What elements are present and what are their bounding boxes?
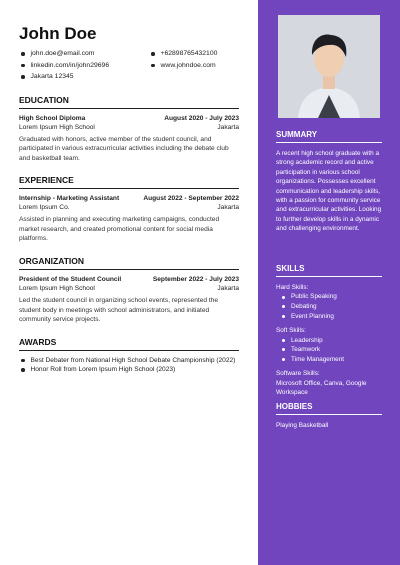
organization-section	[19, 256, 239, 325]
bullet-icon	[21, 359, 25, 363]
experience-header-row	[19, 194, 239, 203]
education-org-row	[19, 123, 239, 132]
bullet-icon	[282, 358, 285, 361]
education-section	[19, 95, 239, 164]
award-item	[19, 365, 239, 375]
organization-title: ORGANIZATION	[19, 256, 239, 270]
bullet-icon	[21, 52, 25, 56]
hobbies-title: HOBBIES	[276, 402, 382, 415]
awards-section	[19, 337, 239, 375]
bullet-icon	[21, 75, 25, 79]
skill-item	[276, 345, 382, 355]
education-title: EDUCATION	[19, 95, 239, 109]
skill-text: Teamwork	[291, 346, 321, 354]
skill-text: Debating	[291, 303, 317, 310]
hard-skills-label: Hard Skills:	[276, 284, 309, 291]
organization-org-row	[19, 284, 239, 293]
experience-dates: August 2022 - September 2022	[143, 195, 239, 203]
software-skills-text: Microsoft Office, Canva, Google Workspace	[276, 379, 367, 397]
award-item	[19, 356, 239, 366]
bullet-icon	[282, 296, 285, 299]
education-role: High School Diploma	[19, 114, 86, 122]
contact-email[interactable]	[19, 49, 149, 59]
skill-text: Event Planning	[291, 312, 334, 320]
experience-role: Internship - Marketing Assistant	[19, 195, 120, 203]
experience-section	[19, 175, 239, 244]
organization-dates: September 2022 - July 2023	[152, 276, 239, 284]
education-header-row	[19, 114, 239, 123]
contact-phone[interactable]	[149, 49, 239, 59]
bullet-icon	[151, 52, 155, 56]
hobbies-text: Playing Basketball	[276, 422, 329, 429]
experience-org: Lorem Ipsum Co.	[19, 204, 70, 212]
skill-text: Time Management	[291, 355, 345, 363]
education-place: Jakarta	[217, 123, 239, 131]
soft-skills-label: Soft Skills:	[276, 327, 306, 335]
education-org: Lorem Ipsum High School	[19, 123, 95, 131]
bullet-icon	[282, 315, 285, 318]
bullet-icon	[282, 339, 285, 342]
hobbies-section	[276, 402, 382, 430]
experience-org-row	[19, 203, 239, 212]
email-text: john.doe@email.com	[30, 50, 95, 57]
skill-text: Public Speaking	[291, 293, 337, 301]
education-dates: August 2020 - July 2023	[164, 114, 239, 122]
summary-title: SUMMARY	[276, 130, 382, 143]
skills-section	[276, 264, 382, 398]
profile-photo	[278, 15, 380, 118]
contact-linkedin[interactable]	[19, 61, 149, 71]
organization-place: Jakarta	[217, 285, 239, 293]
skill-item	[276, 312, 382, 322]
awards-title: AWARDS	[19, 337, 239, 351]
skill-item	[276, 292, 382, 302]
award-text: Best Debater from National High School Debate Championship (2022)	[30, 356, 236, 364]
skills-title: SKILLS	[276, 264, 382, 277]
skill-item	[276, 336, 382, 346]
person-portrait-icon	[278, 15, 380, 118]
bullet-icon	[21, 368, 25, 372]
candidate-name: John Doe	[19, 24, 97, 43]
award-text: Honor Roll from Lorem Ipsum High School (2023)	[30, 366, 176, 374]
phone-text: +62898765432100	[160, 50, 218, 57]
contact-location	[19, 72, 149, 82]
summary-text: A recent high school graduate with a strong academic record and active participation in various school organizations. Possesses excellent communication and leadership skills, with a passion for community service and extracurricular activities. Looking to further develop skills in a dynamic and challenging environment.	[276, 150, 382, 233]
experience-title: EXPERIENCE	[19, 175, 239, 189]
bullet-icon	[282, 348, 285, 351]
experience-place: Jakarta	[217, 204, 239, 212]
sidebar	[258, 0, 400, 565]
linkedin-text: linkedin.com/in/john29696	[30, 61, 110, 69]
bullet-icon	[151, 64, 155, 68]
summary-section	[276, 130, 382, 234]
organization-role: President of the Student Council	[19, 276, 122, 284]
experience-description: Assisted in planning and executing marketing campaigns, conducted market research, and created promotional content for social media platforms.	[19, 216, 220, 243]
skill-item	[276, 355, 382, 365]
organization-description: Led the student council in organizing school events, represented the student body in meetings with school administrators, and initiated community service projects.	[19, 297, 219, 324]
contact-list	[19, 49, 239, 82]
organization-header-row	[19, 275, 239, 284]
bullet-icon	[282, 305, 285, 308]
contact-website[interactable]	[149, 61, 239, 71]
software-skills-label: Software Skills:	[276, 370, 320, 378]
bullet-icon	[21, 64, 25, 68]
skill-text: Leadership	[291, 336, 323, 344]
organization-org: Lorem Ipsum High School	[19, 285, 95, 293]
location-text: Jakarta 12345	[30, 73, 74, 80]
skill-item	[276, 302, 382, 312]
website-text: www.johndoe.com	[160, 61, 216, 69]
education-description: Graduated with honors, active member of the student council, and participated in various extracurricular activities including the debate club and basketball team.	[19, 135, 229, 162]
